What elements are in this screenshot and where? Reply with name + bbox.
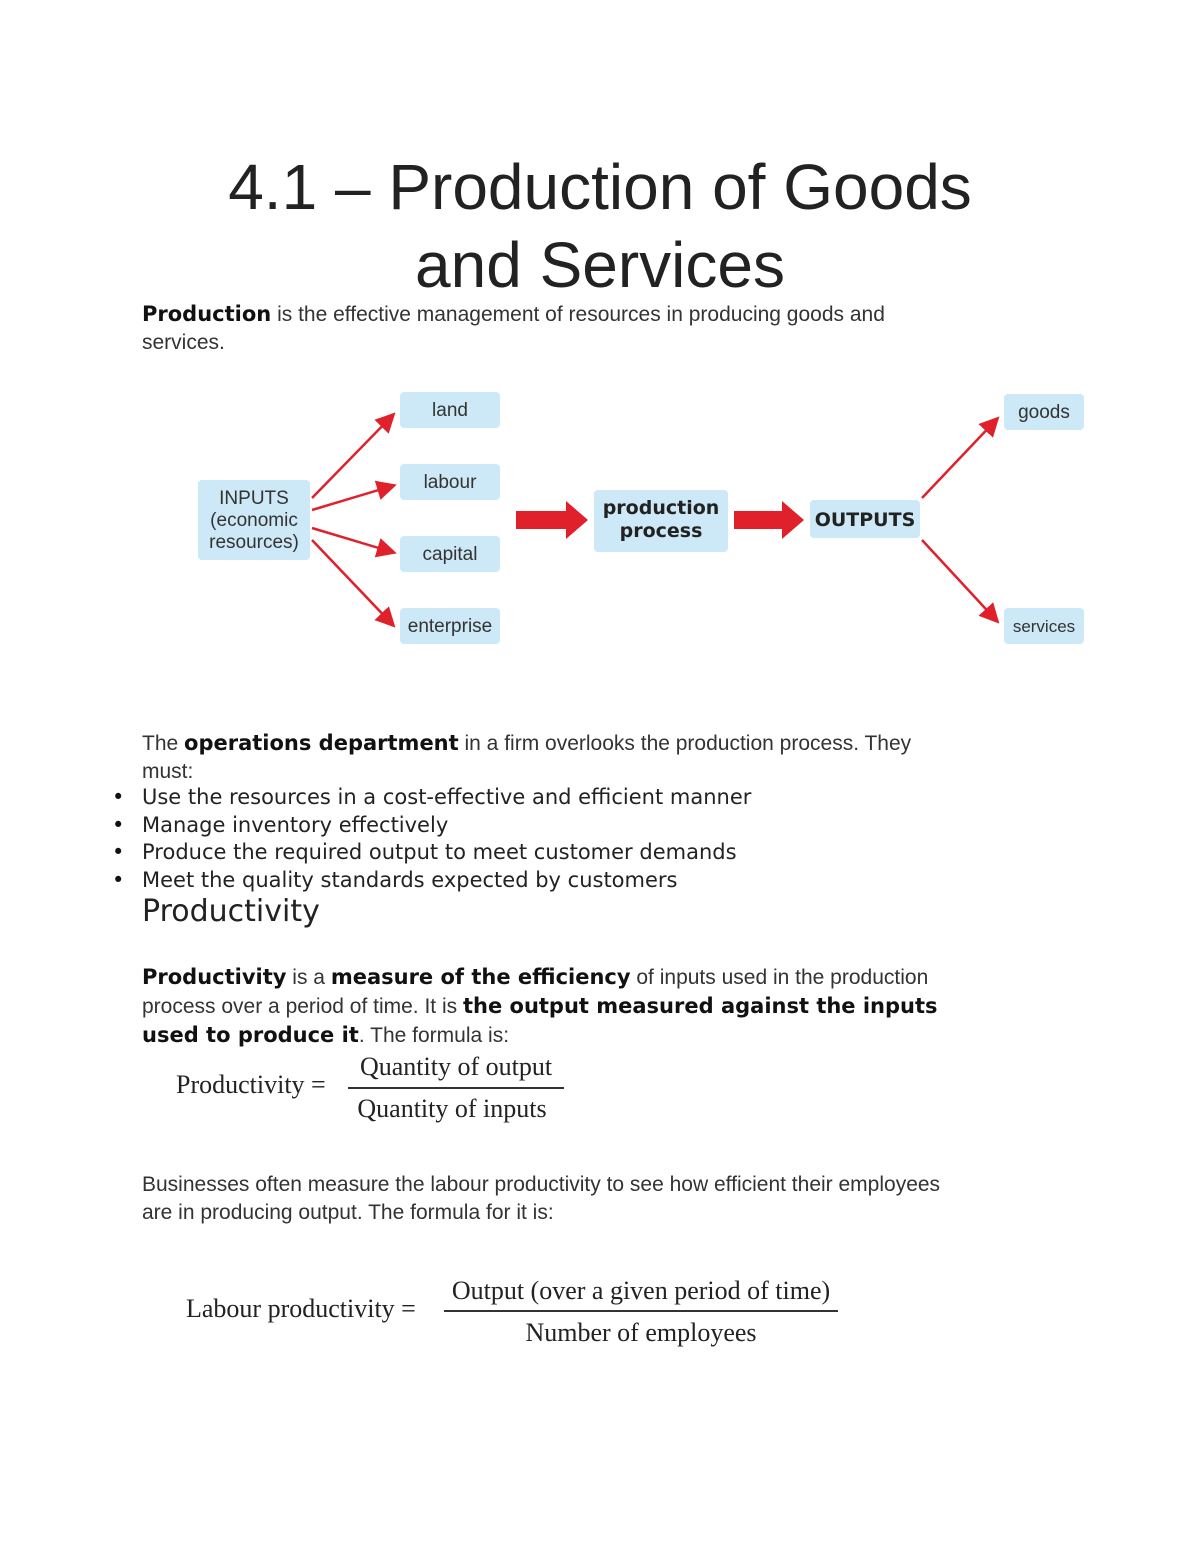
list-item: • Meet the quality standards expected by customers — [142, 867, 1042, 895]
formula1-lhs: Productivity = — [176, 1070, 326, 1099]
productivity-text-2: of inputs used in the production — [630, 966, 929, 989]
output-inputs-term: the output measured against the inputs — [462, 994, 938, 1018]
list-item: • Manage inventory effectively — [142, 812, 1042, 840]
arrow-to-services — [922, 540, 996, 620]
inputs-box — [198, 480, 310, 560]
resource-box-land — [400, 392, 500, 428]
output-label-goods: goods — [1018, 402, 1070, 423]
formula2-numerator: Output (over a given period of time) — [451, 1276, 831, 1305]
resource-box-enterprise — [400, 608, 500, 644]
page-title — [0, 148, 1200, 304]
inputs-label-1: INPUTS — [219, 488, 289, 509]
resource-label-enterprise: enterprise — [407, 616, 493, 637]
formula1-fraction-bar — [348, 1087, 564, 1089]
list-item: • Use the resources in a cost-effective and efficient manner — [142, 784, 1042, 812]
labour-text-2: are in producing output. The formula for it is: — [142, 1201, 554, 1224]
ops-text-line2: must: — [142, 760, 194, 783]
formula1-numerator: Quantity of output — [359, 1052, 553, 1081]
outputs-box — [810, 500, 920, 538]
outputs-label: OUTPUTS — [814, 509, 916, 531]
intro-paragraph — [142, 300, 1042, 357]
ops-text-post: in a firm overlooks the production process. They — [458, 732, 912, 755]
productivity-text-1: is a — [286, 966, 331, 989]
resource-label-labour: labour — [423, 472, 477, 493]
productivity-text-4: . The formula is: — [358, 1024, 510, 1047]
arrow-to-land — [312, 416, 392, 498]
production-process-box — [594, 490, 728, 552]
big-arrow-1 — [516, 501, 588, 539]
formula2-denominator: Number of employees — [525, 1318, 757, 1347]
formula2-lhs: Labour productivity = — [186, 1294, 416, 1323]
arrow-to-goods — [922, 420, 996, 498]
output-arrows — [922, 420, 996, 620]
output-label-services: services — [1012, 617, 1076, 636]
process-label-1: production — [602, 497, 720, 519]
process-label-2: process — [619, 520, 703, 542]
resource-box-labour — [400, 464, 500, 500]
productivity-paragraph — [142, 963, 1042, 1050]
operations-paragraph — [142, 729, 1042, 786]
inputs-label-2: (economic — [210, 510, 298, 531]
inputs-label-3: resources) — [209, 532, 299, 553]
list-item: • Produce the required output to meet customer demands — [142, 839, 1042, 867]
labour-text-1: Businesses often measure the labour productivity to see how efficient their employees — [142, 1173, 941, 1196]
resource-box-capital — [400, 536, 500, 572]
operations-duties-list — [142, 784, 1042, 894]
title-line-1: 4.1 – Production of Goods — [228, 151, 972, 223]
productivity-heading: Productivity — [142, 894, 320, 929]
intro-text-2: services. — [142, 331, 225, 354]
formula1-denominator: Quantity of inputs — [357, 1094, 547, 1123]
output-box-services — [1004, 608, 1084, 644]
ops-text-pre: The — [142, 732, 185, 755]
output-box-goods — [1004, 394, 1084, 430]
intro-text-1: is the effective management of resources in producing goods and — [271, 303, 885, 326]
labour-productivity-formula — [186, 1276, 866, 1356]
arrow-to-capital — [312, 528, 392, 552]
arrow-to-enterprise — [312, 540, 392, 624]
resource-label-land: land — [432, 400, 468, 421]
productivity-formula — [176, 1052, 576, 1132]
formula2-fraction-bar — [444, 1310, 838, 1312]
resource-label-capital: capital — [422, 544, 478, 565]
big-arrow-2 — [734, 501, 804, 539]
productivity-term: Productivity — [142, 965, 287, 989]
used-to-produce-term: used to produce it — [142, 1023, 359, 1047]
labour-paragraph — [142, 1171, 1042, 1227]
arrow-to-labour — [312, 486, 392, 510]
efficiency-term: measure of the efficiency — [330, 965, 631, 989]
production-diagram — [0, 380, 1200, 660]
title-line-2: and Services — [415, 229, 785, 301]
production-term: Production — [142, 302, 272, 326]
ops-term: operations department — [184, 731, 459, 755]
input-arrows — [312, 416, 392, 624]
productivity-text-3: process over a period of time. It is — [142, 995, 463, 1018]
